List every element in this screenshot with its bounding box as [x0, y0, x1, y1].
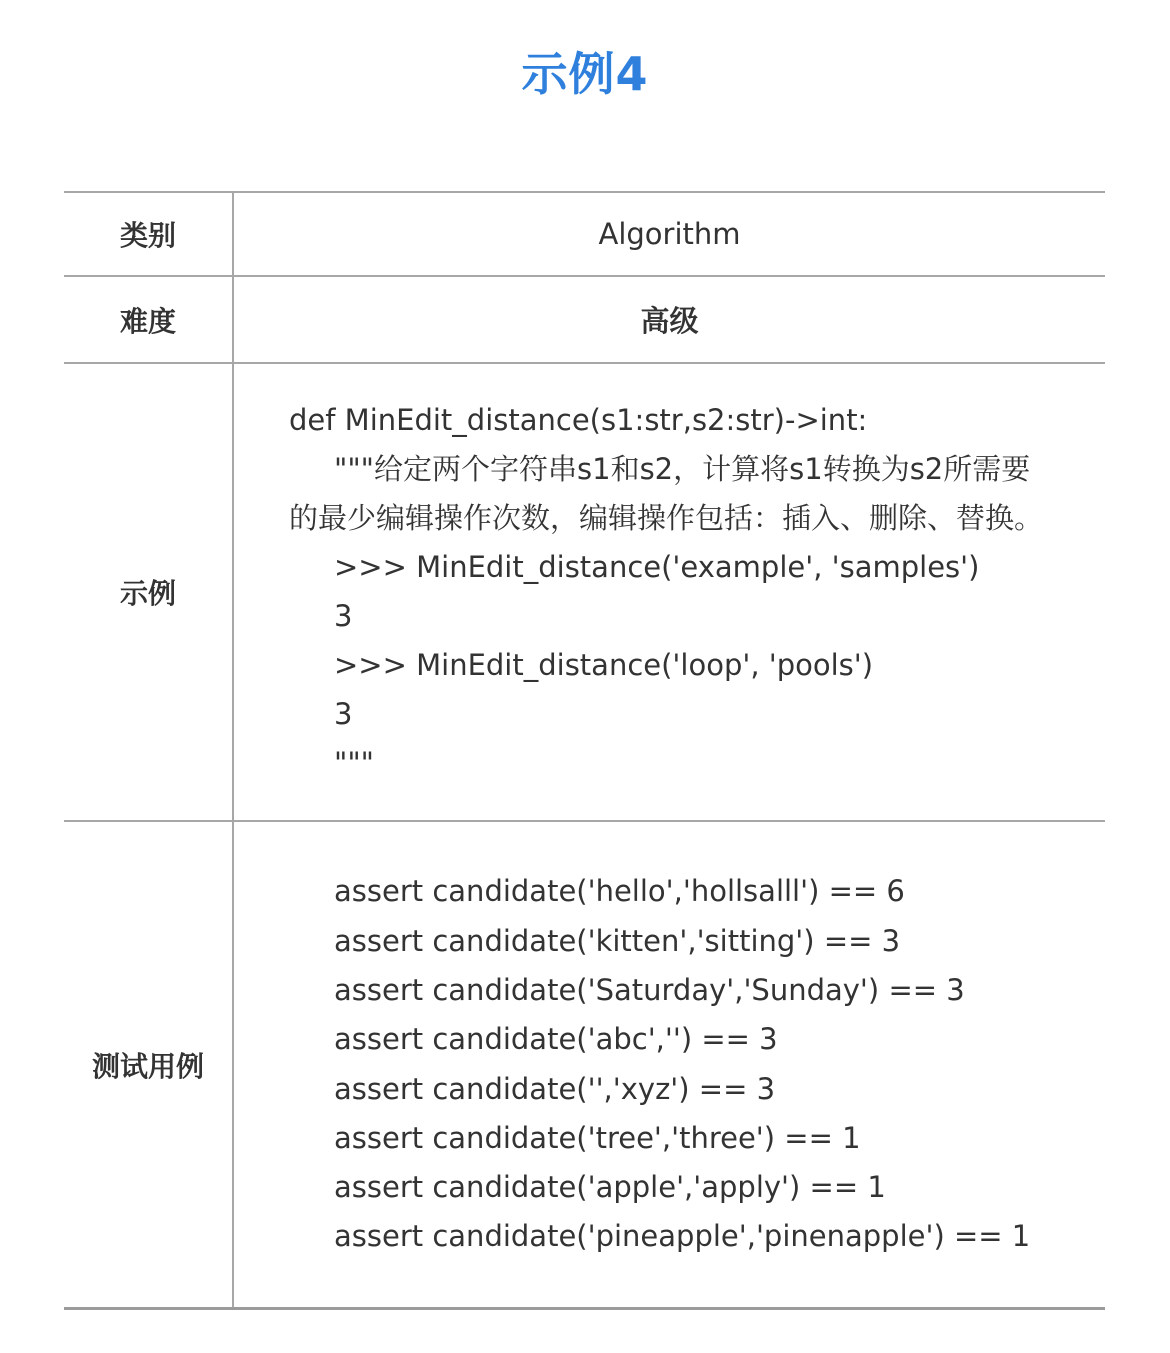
example-code-line: 3 — [334, 599, 353, 633]
example-label: 示例 — [64, 363, 233, 821]
example-code-line: 3 — [334, 697, 353, 731]
tests-label: 测试用例 — [64, 821, 233, 1309]
test-assert-line: assert candidate('hello','hollsalll') == 6 — [334, 874, 905, 909]
example-code-line: >>> MinEdit_distance('example', 'samples') — [334, 550, 980, 584]
example-code-line: """ — [334, 746, 375, 780]
example-code-block — [234, 396, 1105, 788]
tests-code-block — [234, 867, 1105, 1261]
example-code-line: >>> MinEdit_distance('loop', 'pools') — [334, 648, 874, 682]
page-title: 示例4 — [521, 47, 649, 101]
example-docstring-line: """给定两个字符串s1和s2，计算将s1转换为s2所需要 — [334, 452, 1031, 486]
example-value — [233, 363, 1105, 821]
category-label: 类别 — [64, 192, 233, 276]
difficulty-label: 难度 — [64, 276, 233, 363]
example-code-line: def MinEdit_distance(s1:str,s2:str)->int: — [289, 403, 868, 437]
test-assert-line: assert candidate('Saturday','Sunday') == 3 — [334, 972, 965, 1007]
difficulty-value: 高级 — [640, 304, 699, 338]
table-row-difficulty — [64, 276, 1105, 363]
category-value: Algorithm — [598, 217, 741, 251]
info-table — [64, 191, 1105, 1310]
test-assert-line: assert candidate('apple','apply') == 1 — [334, 1170, 886, 1205]
table-row-example — [64, 363, 1105, 821]
table-row-category — [64, 192, 1105, 276]
test-assert-line: assert candidate('kitten','sitting') == 3 — [334, 923, 901, 958]
test-assert-line: assert candidate('','xyz') == 3 — [334, 1071, 776, 1106]
table-row-tests — [64, 821, 1105, 1309]
example-docstring-line: 的最少编辑操作次数，编辑操作包括：插入、删除、替换。 — [289, 501, 1044, 535]
tests-value — [233, 821, 1105, 1309]
test-assert-line: assert candidate('abc','') == 3 — [334, 1022, 778, 1057]
test-assert-line: assert candidate('pineapple','pinenapple') == 1 — [334, 1219, 1031, 1254]
test-assert-line: assert candidate('tree','three') == 1 — [334, 1120, 861, 1155]
